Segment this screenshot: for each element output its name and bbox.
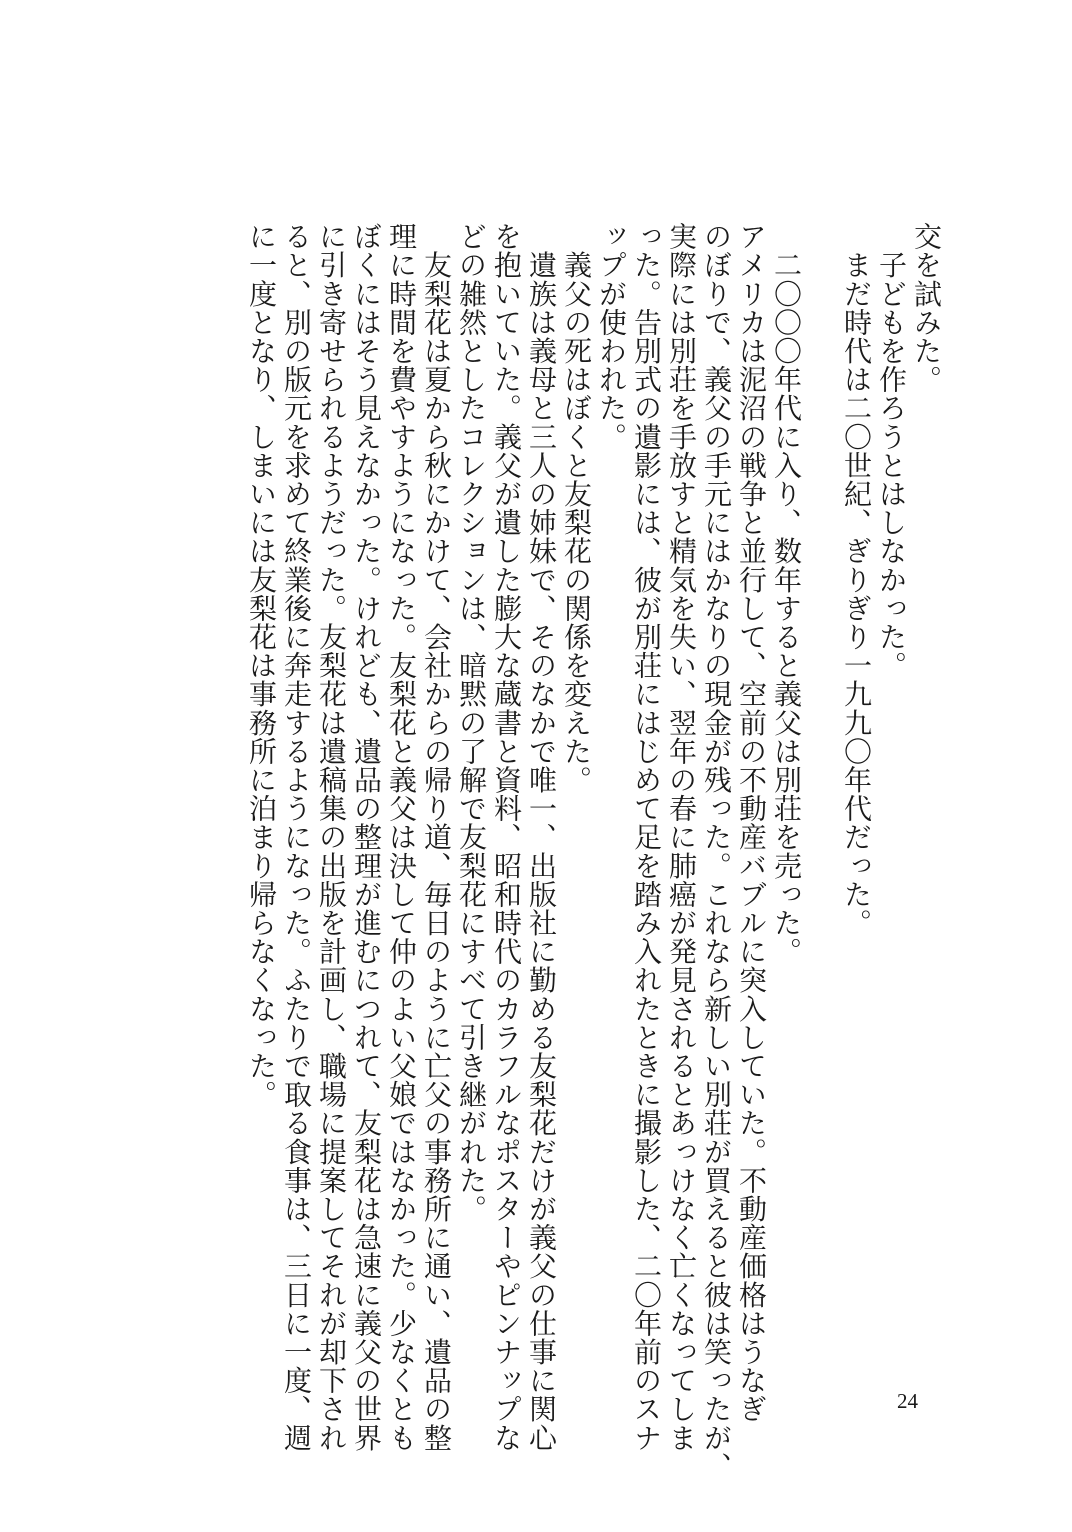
text-line: 遺族は義母と三人の姉妹で、そのなかで唯一、出版社に勤める友梨花だけが義父の仕事に関心 bbox=[525, 222, 558, 1452]
text-line: まだ時代は二〇世紀、ぎりぎり一九九〇年代だった。 bbox=[840, 222, 873, 937]
text-line: 理に時間を費やすようになった。友梨花と義父は決して仲のよい父娘ではなかった。少なくとも bbox=[385, 222, 418, 1452]
text-line: に引き寄せられるようだった。友梨花は遺稿集の出版を計画し、職場に提案してそれが却下され bbox=[315, 222, 348, 1452]
blank-line bbox=[804, 222, 839, 1347]
text-line: 二〇〇〇年代に入り、数年すると義父は別荘を売った。 bbox=[770, 222, 803, 966]
text-line: った。告別式の遺影には、彼が別荘にはじめて足を踏み入れたときに撮影した、二〇年前のスナ bbox=[630, 222, 663, 1452]
text-line: のぼりで、義父の手元にはかなりの現金が残った。これなら新しい別荘が買えると彼は笑ったが、 bbox=[700, 222, 733, 1481]
text-line: 義父の死はぼくと友梨花の関係を変えた。 bbox=[560, 222, 593, 794]
text-line: 交を試みた。 bbox=[910, 222, 943, 394]
text-line: アメリカは泥沼の戦争と並行して、空前の不動産バブルに突入していた。不動産価格はうなぎ bbox=[735, 222, 768, 1424]
text-line: 子どもを作ろうとはしなかった。 bbox=[875, 222, 908, 680]
text-line: ぼくにはそう見えなかった。けれども、遺品の整理が進むにつれて、友梨花は急速に義父の世界 bbox=[350, 222, 383, 1452]
page-number: 24 bbox=[897, 1389, 918, 1413]
text-line: に一度となり、しまいには友梨花は事務所に泊まり帰らなくなった。 bbox=[245, 222, 278, 1109]
text-line: 友梨花は夏から秋にかけて、会社からの帰り道、毎日のように亡父の事務所に通い、遺品の整 bbox=[420, 222, 453, 1452]
text-line: ると、別の版元を求めて終業後に奔走するようになった。ふたりで取る食事は、三日に一度、週 bbox=[280, 222, 313, 1452]
text-line: 実際には別荘を手放すと精気を失い、翌年の春に肺癌が発見されるとあっけなく亡くなってしま bbox=[665, 222, 698, 1452]
text-line: どの雑然としたコレクションは、暗黙の了解で友梨花にすべて引き継がれた。 bbox=[455, 222, 488, 1223]
text-line: を抱いていた。義父が遺した膨大な蔵書と資料、昭和時代のカラフルなポスターやピンナップな bbox=[490, 222, 523, 1452]
text-line: ップが使われた。 bbox=[595, 222, 628, 451]
